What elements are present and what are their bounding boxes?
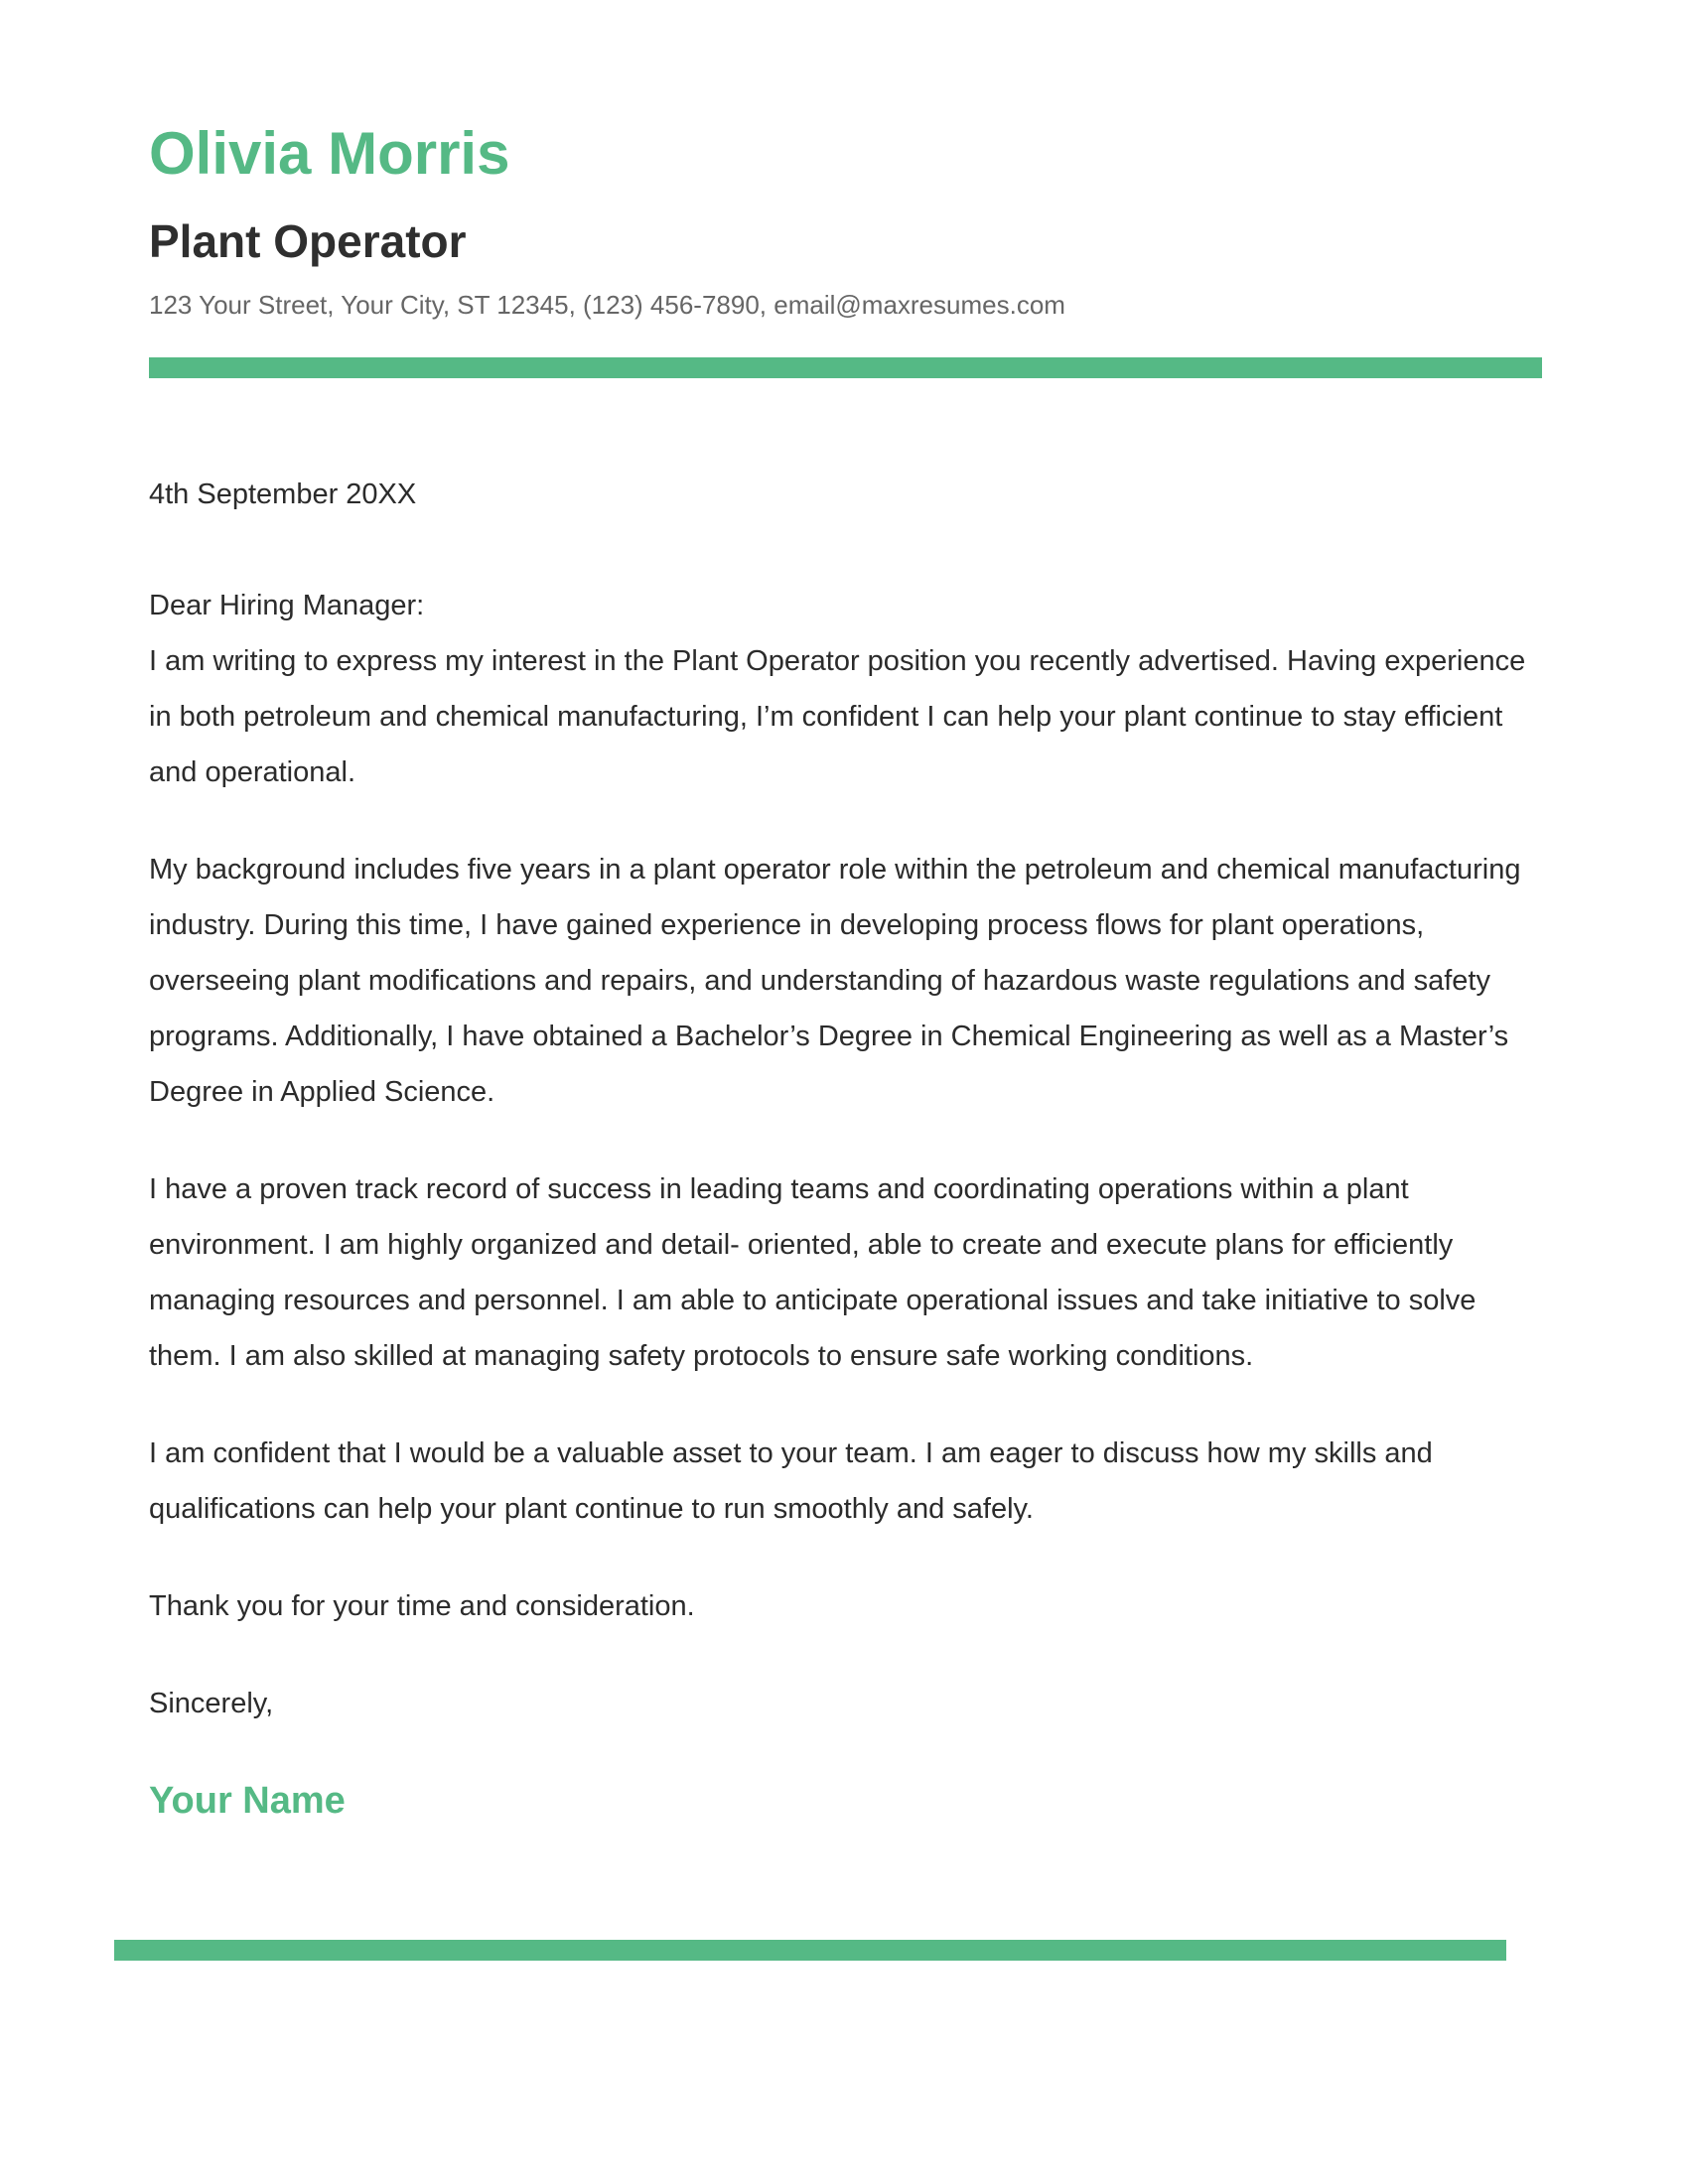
header-divider: [149, 357, 1542, 378]
footer-divider: [114, 1940, 1506, 1961]
body-paragraph: I have a proven track record of success in leading teams and coordinating operations within a plant environment. I am highly organized and detail- oriented, able to create and execute plans for efficiently managing resources and personnel. I am able to anticipate operational issues and take initiative to solve them. I am also skilled at managing safety protocols to ensure safe working conditions.: [149, 1173, 1477, 1372]
salutation: Dear Hiring Manager:: [149, 590, 425, 621]
body-paragraph: I am writing to express my interest in the Plant Operator position you recently advertised. Having experience in both petroleum and chemical manufacturing, I’m confident I can help your plant continue to stay efficient and operational.: [149, 645, 1526, 788]
body-paragraph: My background includes five years in a plant operator role within the petroleum and chemical manufacturing industry. During this time, I have gained experience in developing process flows for plant operations, overseeing plant modifications and repairs, and understanding of hazardous waste regulations and safety programs. Additionally, I have obtained a Bachelor’s Degree in Chemical Engineering as well as a Master’s Degree in Applied Science.: [149, 854, 1521, 1108]
job-title: Plant Operator: [149, 215, 467, 267]
letter-body: [149, 467, 1539, 1829]
applicant-name: Olivia Morris: [149, 120, 510, 187]
contact-info: 123 Your Street, Your City, ST 12345, (123) 456-7890, email@maxresumes.com: [149, 290, 1065, 320]
thank-you-line: Thank you for your time and consideration.: [149, 1590, 695, 1622]
signature-name: Your Name: [149, 1780, 346, 1822]
letter-date: 4th September 20XX: [149, 478, 417, 510]
body-paragraph: I am confident that I would be a valuable asset to your team. I am eager to discuss how my skills and qualifications can help your plant continue to run smoothly and safely.: [149, 1437, 1433, 1525]
closing: Sincerely,: [149, 1688, 274, 1719]
